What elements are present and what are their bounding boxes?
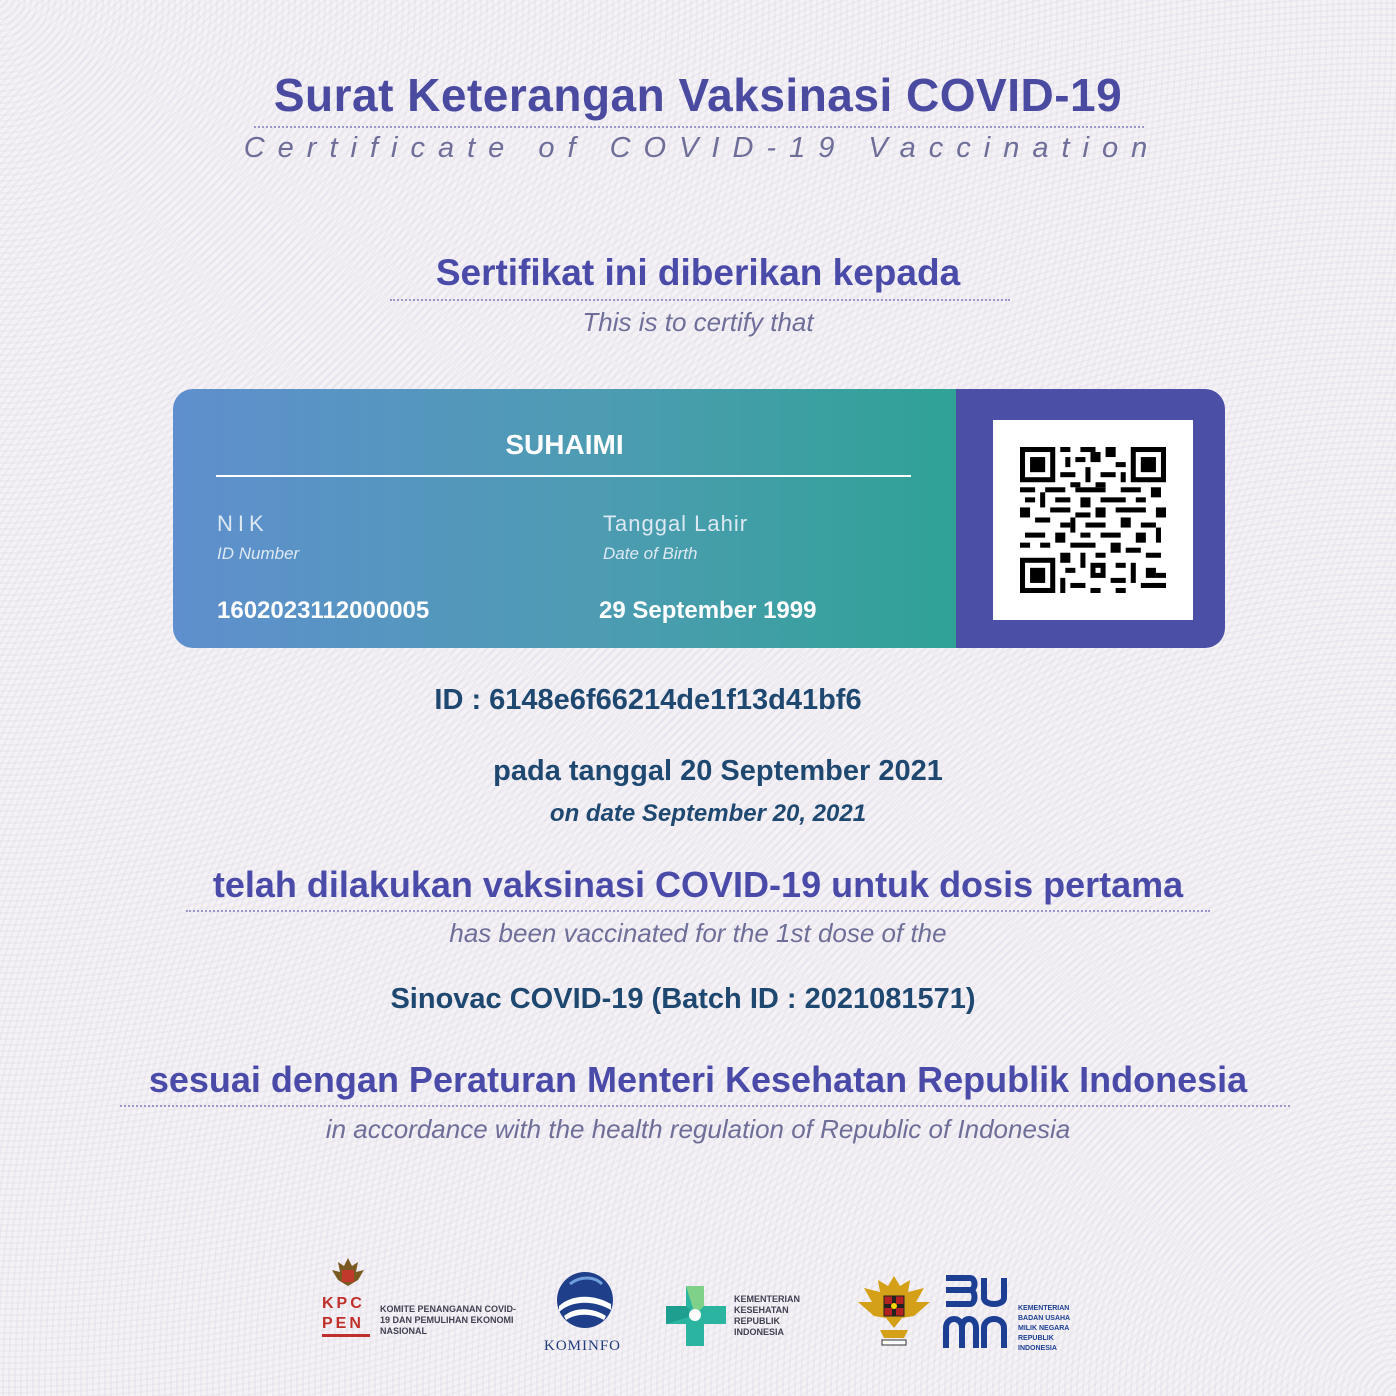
name-divider xyxy=(216,475,911,477)
nik-label-en: ID Number xyxy=(217,544,300,563)
kominfo-text: KOMINFO xyxy=(544,1338,622,1354)
kemenkes-text: KEMENTERIAN KESEHATAN REPUBLIK INDONESIA xyxy=(734,1294,801,1337)
qr-code[interactable] xyxy=(993,420,1193,620)
regulation-statement: sesuai dengan Peraturan Menteri Kesehatan Republik Indonesia xyxy=(148,1059,1248,1100)
certificate-id: ID : 6148e6f66214de1f13d41bf6 xyxy=(434,684,862,716)
kemenkes-logo xyxy=(664,1284,801,1353)
dob-label: Tanggal Lahir xyxy=(603,511,749,536)
kominfo-logo xyxy=(544,1270,622,1354)
title-divider xyxy=(254,126,1144,128)
dob-label-en: Date of Birth xyxy=(603,544,698,563)
regulation-statement-en: in accordance with the health regulation of Republic of Indonesia xyxy=(325,1114,1071,1144)
kemenkes-cross-icon xyxy=(664,1284,728,1348)
identity-card xyxy=(173,389,1225,648)
svg-text:PEN: PEN xyxy=(322,1315,364,1332)
page-title: Surat Keterangan Vaksinasi COVID-19 xyxy=(273,69,1123,121)
regulation-divider xyxy=(120,1105,1290,1107)
dob-value: 29 September 1999 xyxy=(599,597,817,624)
certify-heading: Sertifikat ini diberikan kepada xyxy=(435,252,961,293)
qr-code-icon xyxy=(1020,447,1166,593)
certify-heading-en: This is to certify that xyxy=(582,307,814,337)
dose-statement: telah dilakukan vaksinasi COVID-19 untuk dosis pertama xyxy=(212,864,1184,905)
bumn-logo xyxy=(942,1274,1070,1359)
garuda-small-icon xyxy=(322,1256,374,1346)
svg-text:KPC: KPC xyxy=(322,1295,365,1312)
holder-name: SUHAIMI xyxy=(505,429,624,460)
dose-divider xyxy=(186,910,1210,912)
certify-divider xyxy=(390,299,1010,301)
nik-label: NIK xyxy=(217,511,269,536)
vaccine-info: Sinovac COVID-19 (Batch ID : 2021081571) xyxy=(390,983,976,1015)
identity-panel xyxy=(173,389,956,648)
page-subtitle: Certificate of COVID-19 Vaccination xyxy=(243,132,1161,164)
bumn-text: KEMENTERIAN BADAN USAHA MILIK NEGARA REPUBLIK INDONESIA xyxy=(1018,1305,1070,1352)
dose-statement-en: has been vaccinated for the 1st dose of the xyxy=(449,918,947,948)
kpcpen-text: KOMITE PENANGANAN COVID-19 DAN PEMULIHAN EKONOMI NASIONAL xyxy=(380,1304,517,1336)
partner-logos xyxy=(318,1256,1088,1366)
garuda-pancasila-icon xyxy=(854,1272,934,1352)
nik-value: 1602023112000005 xyxy=(217,597,430,624)
vaccination-date: pada tanggal 20 September 2021 xyxy=(493,755,943,787)
qr-panel xyxy=(956,389,1225,648)
kpcpen-logo xyxy=(322,1256,517,1351)
bumn-mark-icon xyxy=(942,1274,1012,1354)
garuda-logo xyxy=(854,1272,934,1357)
kominfo-globe-icon xyxy=(550,1270,620,1340)
vaccination-date-en: on date September 20, 2021 xyxy=(549,800,867,827)
